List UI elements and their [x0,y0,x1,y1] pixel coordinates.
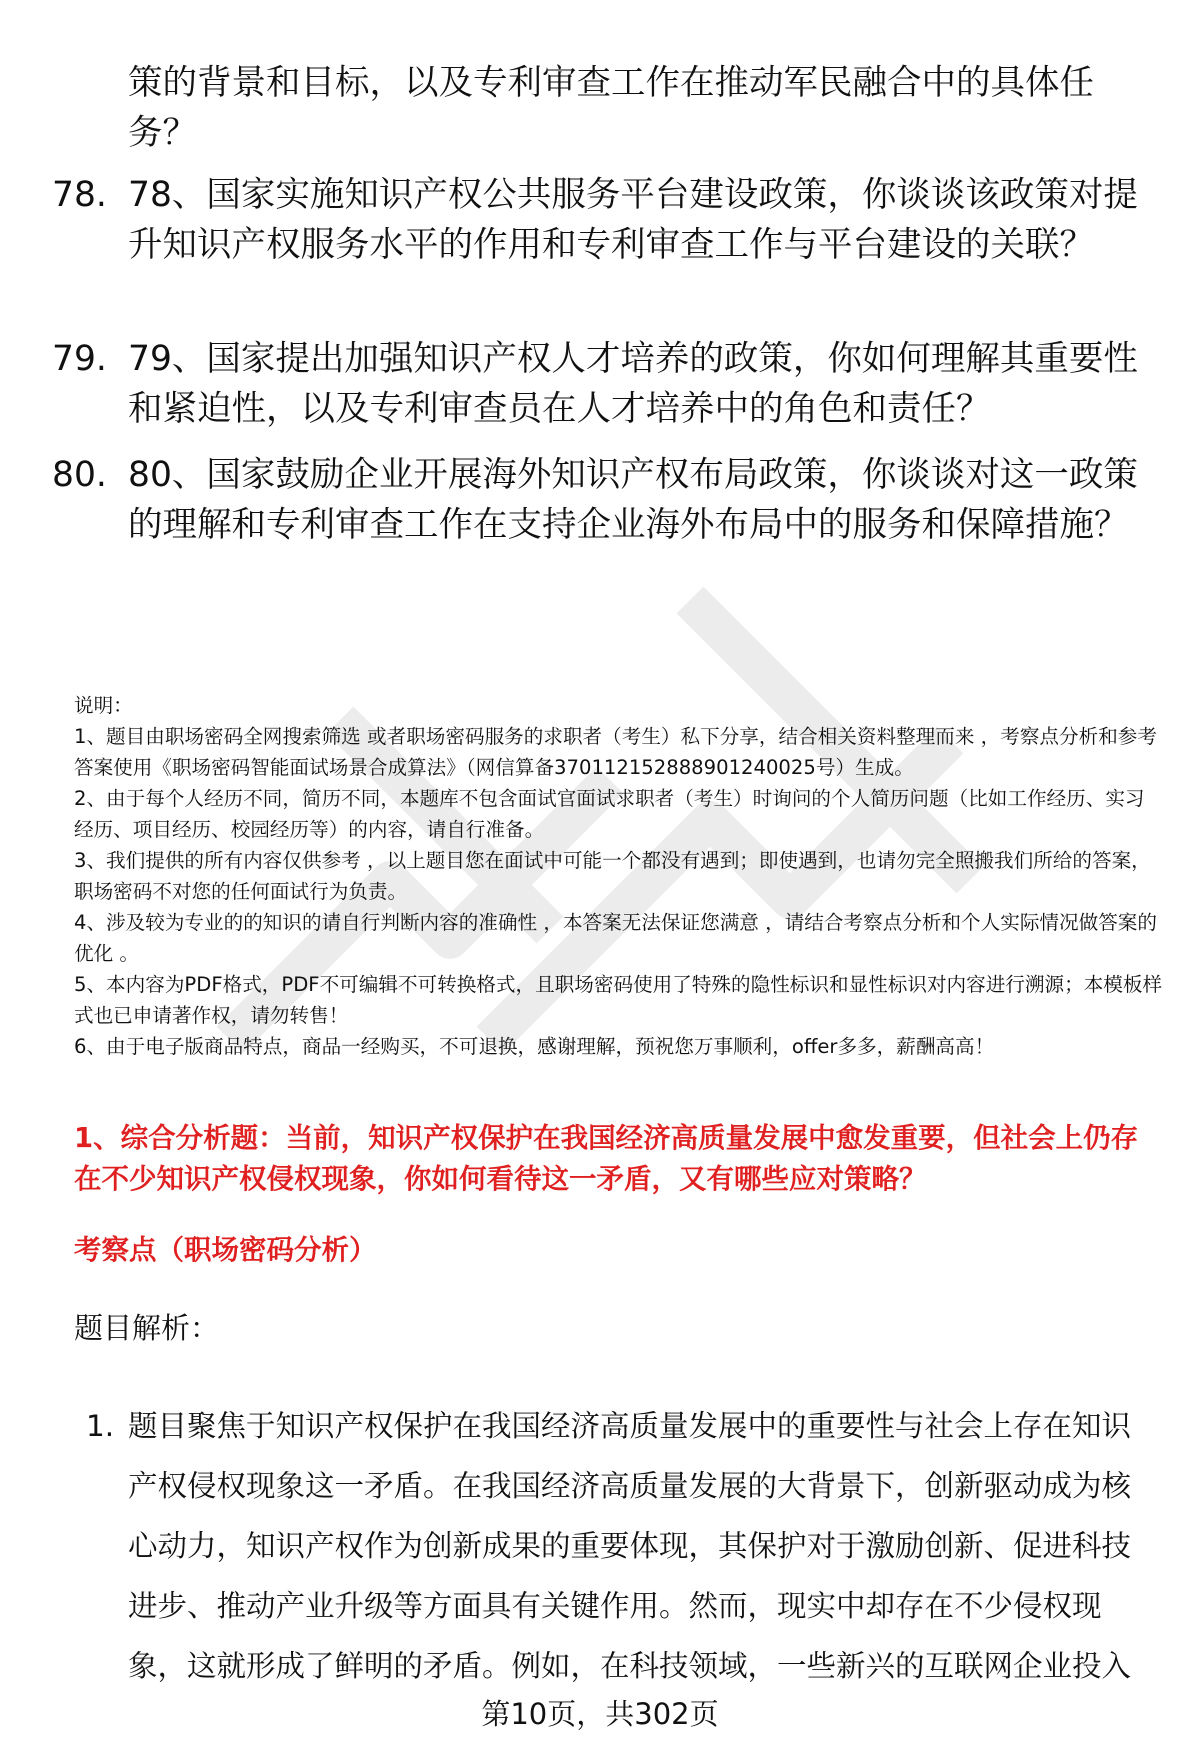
note-item-5: 5、本内容为PDF格式，PDF不可编辑不可转换格式，且职场密码使用了特殊的隐性标识和显性标识对内容进行溯源；本模板样式也已申请著作权，请勿转售！ [74,973,1163,1027]
section-subtitle: 考察点（职场密码分析） [74,1234,377,1266]
note-item-4: 4、涉及较为专业的的知识的请自行判断内容的准确性 ，本答案无法保证您满意 ，请结合考察点分析和个人实际情况做答案的优化 。 [74,911,1157,965]
question-77-continuation: 策的背景和目标，以及专利审查工作在推动军民融合中的具体任务？ [128,63,1094,153]
question-number: 79. [52,339,107,379]
note-item-3: 3、我们提供的所有内容仅供参考 ，以上题目您在面试中可能一个都没有遇到；即使遇到，也请勿完全照搬我们所给的答案，职场密码不对您的任何面试行为负责。 [74,849,1151,903]
note-item-6: 6、由于电子版商品特点，商品一经购买，不可退换，感谢理解，预祝您万事顺利，offer多多，薪酬高高！ [74,1035,995,1058]
page-footer: 第10页，共302页 [481,1697,719,1731]
note-item-2: 2、由于每个人经历不同，简历不同，本题库不包含面试官面试求职者（考生）时询问的个人简历问题（比如工作经历、实习经历、项目经历、校园经历等）的内容，请自行准备。 [74,787,1145,841]
analysis-label: 题目解析： [74,1311,220,1345]
question-text: 80、国家鼓励企业开展海外知识产权布局政策，你谈谈对这一政策的理解和专利审查工作在支持企业海外布局中的服务和保障措施？ [128,455,1138,545]
question-text: 78、国家实施知识产权公共服务平台建设政策，你谈谈该政策对提升知识产权服务水平的作用和专利审查工作与平台建设的关联？ [128,175,1138,265]
question-80 [52,450,1152,550]
question-number: 78. [52,175,107,215]
question-79 [52,334,1152,434]
question-78 [52,170,1152,270]
notes-heading: 说明： [74,694,133,717]
analysis-text: 题目聚焦于知识产权保护在我国经济高质量发展中的重要性与社会上存在知识产权侵权现象这一矛盾。在我国经济高质量发展的大背景下，创新驱动成为核心动力，知识产权作为创新成果的重要体现，其保护对于激励创新、促进科技进步、推动产业升级等方面具有关键作用。然而，现实中却存在不少侵权现象，这就形成了鲜明的矛盾。例如，在科技领域，一些新兴的互联网企业投入 [128,1409,1132,1683]
analysis-number: 1. [86,1409,115,1443]
note-item-1: 1、题目由职场密码全网搜索筛选 或者职场密码服务的求职者（考生）私下分享，结合相关资料整理而来 ，考察点分析和参考答案使用《职场密码智能面试场景合成算法》（网信算备370112152888901240025号）生成。 [74,725,1157,779]
section-question-title: 1、综合分析题：当前，知识产权保护在我国经济高质量发展中愈发重要，但社会上仍存在不少知识产权侵权现象，你如何看待这一矛盾，又有哪些应对策略？ [74,1122,1139,1195]
question-text: 79、国家提出加强知识产权人才培养的政策，你如何理解其重要性和紧迫性，以及专利审查员在人才培养中的角色和责任？ [128,339,1138,429]
analysis-paragraph [86,1396,1152,1696]
notes-section [74,690,1164,1062]
question-number: 80. [52,455,107,495]
